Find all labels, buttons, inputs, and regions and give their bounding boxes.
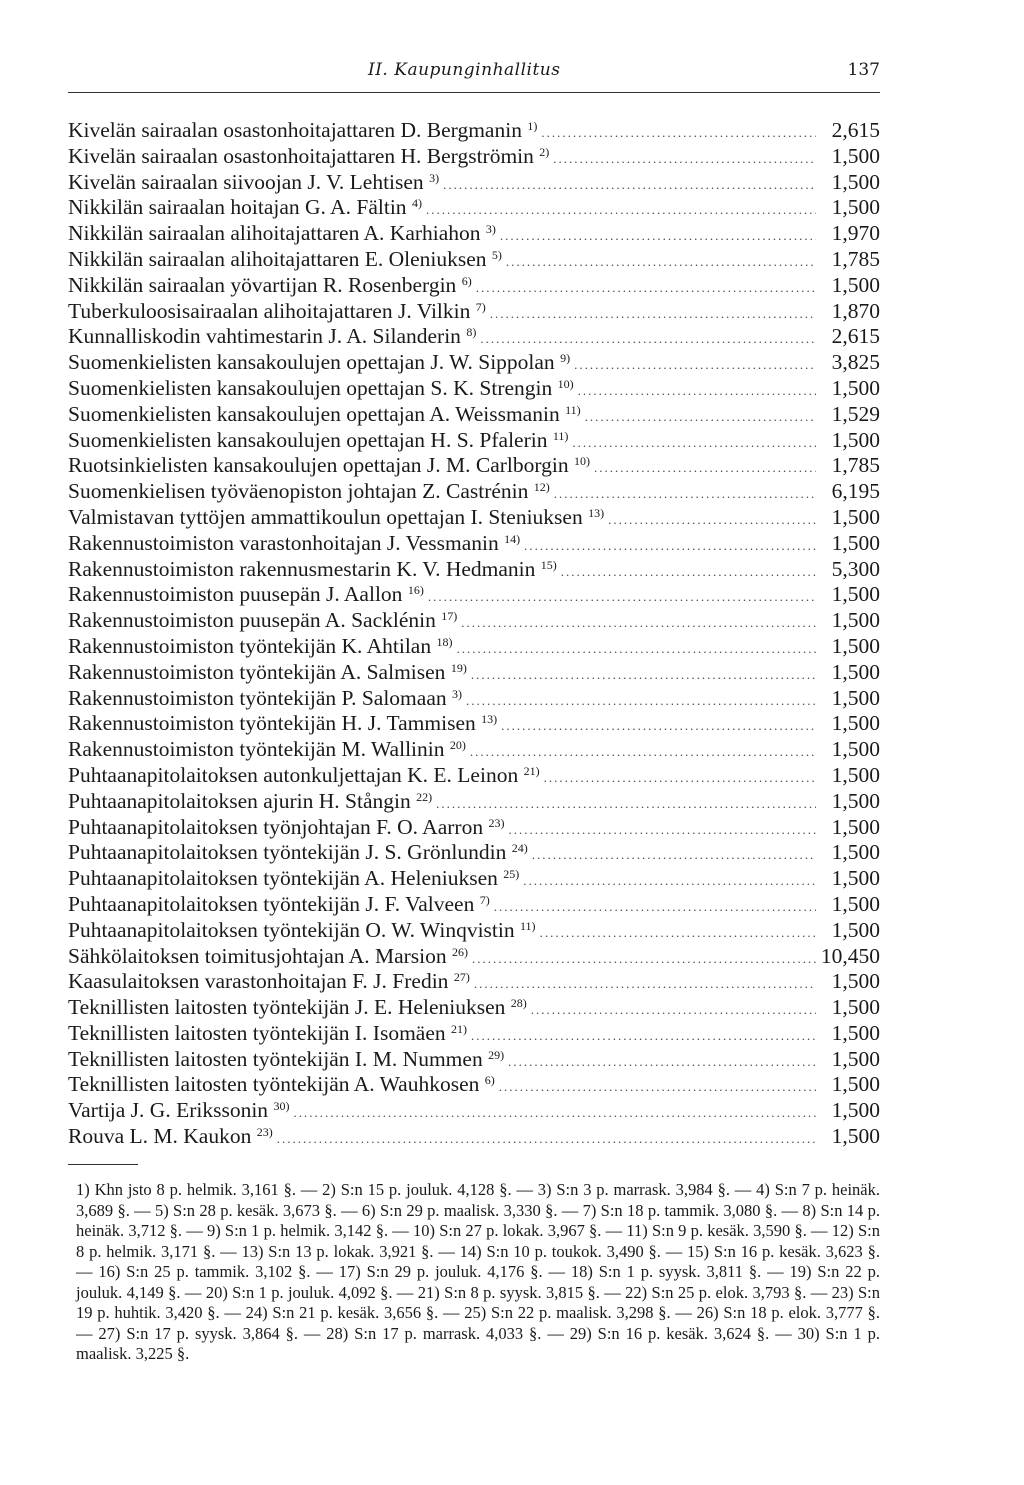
entry-name xyxy=(68,247,502,273)
list-item xyxy=(68,376,880,402)
dot-leader xyxy=(508,817,816,843)
entry-name-text: Valmistavan tyttöjen ammattikoulun opettajan I. Steniuksen xyxy=(68,504,583,529)
entry-name xyxy=(68,1124,273,1150)
list-item xyxy=(68,453,880,479)
entry-amount: 1,500 xyxy=(831,995,880,1020)
list-item xyxy=(68,737,880,763)
entry-name-text: Vartija J. G. Erikssonin xyxy=(68,1098,269,1123)
list-item xyxy=(68,660,880,686)
footnote-ref: 6) xyxy=(461,273,472,288)
dot-leader xyxy=(531,997,816,1023)
dot-leader xyxy=(532,842,816,868)
list-item xyxy=(68,686,880,712)
entry-amount: 1,500 xyxy=(831,530,880,555)
footnote-ref: 14) xyxy=(504,531,521,546)
entry-amount: 1,500 xyxy=(831,169,880,194)
entry-name-text: Tuberkuloosisairaalan alihoitajattaren J. Vilkin xyxy=(68,298,471,323)
entry-amount: 1,500 xyxy=(831,143,880,168)
entry-name xyxy=(68,479,550,505)
footnote-ref: 10) xyxy=(557,376,574,391)
entry-name xyxy=(68,221,496,247)
entry-name-text: Teknillisten laitosten työntekijän I. Isomäen xyxy=(68,1020,446,1045)
list-item xyxy=(68,118,880,144)
dot-leader xyxy=(471,662,816,688)
dot-leader xyxy=(523,868,816,894)
entry-name xyxy=(68,1098,289,1124)
dot-leader xyxy=(426,197,816,223)
footnote-ref: 9) xyxy=(560,351,571,366)
entry-name-text: Puhtaanapitolaitoksen työntekijän O. W. Winqvistin xyxy=(68,917,515,942)
footnote-ref: 3) xyxy=(452,686,462,701)
list-item xyxy=(68,995,880,1021)
entry-name-text: Rakennustoimiston rakennusmestarin K. V. Hedmanin xyxy=(68,556,536,581)
footnote-ref: 12) xyxy=(533,480,550,495)
footnote-ref: 3) xyxy=(485,222,496,237)
entry-amount: 2,615 xyxy=(831,324,880,349)
entry-name xyxy=(68,170,439,196)
entry-amount: 1,500 xyxy=(831,1046,880,1071)
list-item xyxy=(68,479,880,505)
footnote-ref: 21) xyxy=(451,1021,468,1036)
entry-amount: 1,500 xyxy=(831,272,880,297)
footnote-ref: 7) xyxy=(475,299,486,314)
entry-name-text: Suomenkielisten kansakoulujen opettajan J. W. Sippolan xyxy=(68,350,555,375)
dot-leader xyxy=(474,971,816,997)
dot-leader xyxy=(508,1049,816,1075)
running-header xyxy=(68,60,880,88)
footnote-ref: 22) xyxy=(416,789,433,804)
list-item xyxy=(68,634,880,660)
dot-leader xyxy=(585,404,816,430)
entry-amount: 2,615 xyxy=(831,118,880,142)
entry-amount: 1,500 xyxy=(831,737,880,762)
footnote-ref: 30) xyxy=(273,1099,290,1114)
dot-leader xyxy=(541,120,816,146)
entry-amount: 6,195 xyxy=(831,479,880,504)
list-item xyxy=(68,1098,880,1124)
list-item xyxy=(68,1047,880,1073)
footnote-ref: 13) xyxy=(481,712,498,727)
entry-amount: 1,500 xyxy=(831,814,880,839)
page-number: 137 xyxy=(847,60,880,80)
list-item xyxy=(68,324,880,350)
entry-name xyxy=(68,892,490,918)
dot-leader xyxy=(443,172,816,198)
entry-name-text: Suomenkielisten kansakoulujen opettajan S. K. Strengin xyxy=(68,375,553,400)
entry-name xyxy=(68,918,536,944)
dot-leader xyxy=(277,1126,816,1152)
list-item xyxy=(68,170,880,196)
list-item xyxy=(68,195,880,221)
entry-amount: 1,529 xyxy=(831,401,880,426)
dot-leader xyxy=(574,352,816,378)
entry-name-text: Nikkilän sairaalan alihoitajattaren E. Oleniuksen xyxy=(68,246,487,271)
list-item xyxy=(68,866,880,892)
entry-amount: 1,500 xyxy=(831,711,880,736)
dot-leader xyxy=(524,533,816,559)
dot-leader xyxy=(476,275,816,301)
entry-name xyxy=(68,324,476,350)
entry-name-text: Rakennustoimiston työntekijän H. J. Tammisen xyxy=(68,711,476,736)
entry-name xyxy=(68,118,537,144)
entry-name xyxy=(68,582,424,608)
entry-name xyxy=(68,634,452,660)
entry-name-text: Kivelän sairaalan osastonhoitajattaren H. Bergströmin xyxy=(68,143,534,168)
entry-name xyxy=(68,660,467,686)
footnote-ref: 5) xyxy=(491,247,502,262)
footnote-ref: 8) xyxy=(466,325,477,340)
footnote-ref: 4) xyxy=(411,196,422,211)
dot-leader xyxy=(561,559,816,585)
list-item xyxy=(68,892,880,918)
entry-amount: 1,500 xyxy=(831,969,880,994)
footnote-ref: 25) xyxy=(503,867,520,882)
entry-name-text: Kivelän sairaalan siivoojan J. V. Lehtisen xyxy=(68,169,424,194)
footnote-ref: 11) xyxy=(565,402,581,417)
entry-name xyxy=(68,273,472,299)
list-item xyxy=(68,1021,880,1047)
dot-leader xyxy=(480,326,816,352)
section-title: II. Kaupunginhallitus xyxy=(368,60,561,80)
dot-leader xyxy=(466,688,816,714)
entry-name-text: Nikkilän sairaalan hoitajan G. A. Fältin xyxy=(68,195,407,220)
entry-name-text: Sähkölaitoksen toimitusjohtajan A. Marsion xyxy=(68,943,447,968)
entry-amount: 1,870 xyxy=(831,298,880,323)
entry-name-text: Suomenkielisten kansakoulujen opettajan H. S. Pfalerin xyxy=(68,427,548,452)
entry-name-text: Puhtaanapitolaitoksen autonkuljettajan K. E. Leinon xyxy=(68,762,519,787)
entry-name xyxy=(68,866,519,892)
entry-name xyxy=(68,350,570,376)
header-rule xyxy=(68,92,880,93)
footnote-ref: 20) xyxy=(449,738,466,753)
footnote-ref: 18) xyxy=(436,634,453,649)
dot-leader xyxy=(540,920,816,946)
dot-leader xyxy=(499,1074,816,1100)
dot-leader xyxy=(501,713,816,739)
entry-amount: 5,300 xyxy=(831,556,880,581)
entry-name-text: Rakennustoimiston työntekijän P. Salomaan xyxy=(68,685,447,710)
footnote-ref: 27) xyxy=(453,970,470,985)
list-item xyxy=(68,505,880,531)
entry-amount: 1,500 xyxy=(831,659,880,684)
entry-name xyxy=(68,995,527,1021)
footnote-rule xyxy=(68,1164,138,1165)
list-item xyxy=(68,840,880,866)
entry-amount: 1,500 xyxy=(831,582,880,607)
entry-name-text: Rakennustoimiston työntekijän K. Ahtilan xyxy=(68,633,432,658)
list-item xyxy=(68,144,880,170)
dot-leader xyxy=(470,739,816,765)
dot-leader xyxy=(428,584,816,610)
list-item xyxy=(68,428,880,454)
entry-amount: 1,500 xyxy=(831,608,880,633)
dot-leader xyxy=(494,894,816,920)
entry-amount: 1,500 xyxy=(831,1124,880,1149)
entry-name xyxy=(68,531,520,557)
entry-name xyxy=(68,815,504,841)
list-item xyxy=(68,918,880,944)
entry-amount: 1,785 xyxy=(831,453,880,478)
entry-name-text: Rakennustoimiston puusepän J. Aallon xyxy=(68,582,403,607)
list-item xyxy=(68,1124,880,1150)
dot-leader xyxy=(500,223,816,249)
entry-name-text: Nikkilän sairaalan alihoitajattaren A. Karhiahon xyxy=(68,221,481,246)
list-item xyxy=(68,789,880,815)
salary-list xyxy=(68,118,880,1150)
entry-name xyxy=(68,376,574,402)
list-item xyxy=(68,299,880,325)
entry-name xyxy=(68,1021,467,1047)
entry-name-text: Suomenkielisen työväenopiston johtajan Z. Castrénin xyxy=(68,479,529,504)
footnote-ref: 26) xyxy=(452,944,468,959)
footnotes xyxy=(76,1180,880,1365)
entry-name-text: Rakennustoimiston puusepän A. Sacklénin xyxy=(68,608,436,633)
dot-leader xyxy=(594,455,816,481)
dot-leader xyxy=(553,146,816,172)
footnotes-text: 1) Khn jsto 8 p. helmik. 3,161 §. — 2) S:n 15 p. jouluk. 4,128 §. — 3) S:n 3 p. marrask. 3,984 §. — 4) S:n 7 p. heinäk. 3,689 §. — 5) S:n 28 p. kesäk. 3,673 §. — 6) S:n 29 p. maalisk. 3,330 §. — 7) S:n 18 p. tammik. 3,080 §. — 8) S:n 14 p. heinäk. 3,712 §. — 9) S:n 1 p. helmik. 3,142 §. — 10) S:n 27 p. lokak. 3,967 §. — 11) S:n 9 p. kesäk. 3,590 §. — 12) S:n 8 p. helmik. 3,171 §. — 13) S:n 13 p. lokak. 3,921 §. — 14) S:n 10 p. toukok. 3,490 §. — 15) S:n 16 p. kesäk. 3,623 §. — 16) S:n 25 p. tammik. 3,102 §. — 17) S:n 29 p. jouluk. 4,176 §. — 18) S:n 1 p. syysk. 3,811 §. — 19) S:n 22 p. jouluk. 4,149 §. — 20) S:n 1 p. jouluk. 4,092 §. — 21) S:n 8 p. syysk. 3,815 §. — 22) S:n 25 p. elok. 3,793 §. — 23) S:n 19 p. huhtik. 3,420 §. — 24) S:n 21 p. kesäk. 3,656 §. — 25) S:n 22 p. maalisk. 3,298 §. — 26) S:n 18 p. elok. 3,777 §. — 27) S:n 17 p. syysk. 3,864 §. — 28) S:n 17 p. marrask. 4,033 §. — 29) S:n 16 p. kesäk. 3,624 §. — 30) S:n 1 p. maalisk. 3,225 §. xyxy=(76,1180,880,1363)
entry-name-text: Teknillisten laitosten työntekijän I. M. Nummen xyxy=(68,1046,483,1071)
dot-leader xyxy=(461,610,816,636)
entry-name xyxy=(68,402,581,428)
list-item xyxy=(68,944,880,970)
entry-amount: 1,500 xyxy=(831,762,880,787)
footnote-ref: 24) xyxy=(511,841,528,856)
entry-name-text: Kunnalliskodin vahtimestarin J. A. Silanderin xyxy=(68,324,461,349)
footnote-ref: 28) xyxy=(510,996,527,1011)
footnote-ref: 13) xyxy=(588,505,605,520)
entry-amount: 1,500 xyxy=(831,1098,880,1123)
entry-name xyxy=(68,969,470,995)
entry-name xyxy=(68,711,497,737)
list-item xyxy=(68,711,880,737)
dot-leader xyxy=(554,481,816,507)
list-item xyxy=(68,247,880,273)
entry-name-text: Kivelän sairaalan osastonhoitajattaren D. Bergmanin xyxy=(68,118,522,142)
dot-leader xyxy=(544,765,816,791)
entry-name xyxy=(68,789,432,815)
dot-leader xyxy=(506,249,816,275)
list-item xyxy=(68,763,880,789)
entry-name xyxy=(68,557,557,583)
list-item xyxy=(68,815,880,841)
entry-name-text: Teknillisten laitosten työntekijän J. E. Heleniuksen xyxy=(68,995,506,1020)
dot-leader xyxy=(456,636,816,662)
entry-amount: 1,500 xyxy=(831,788,880,813)
footnote-ref: 11) xyxy=(520,918,536,933)
entry-name-text: Puhtaanapitolaitoksen työntekijän A. Heleniuksen xyxy=(68,866,498,891)
entry-name xyxy=(68,944,468,970)
list-item xyxy=(68,969,880,995)
dot-leader xyxy=(490,301,816,327)
entry-name xyxy=(68,299,486,325)
entry-amount: 1,500 xyxy=(831,840,880,865)
entry-name-text: Puhtaanapitolaitoksen työntekijän J. F. Valveen xyxy=(68,891,475,916)
dot-leader xyxy=(608,507,816,533)
entry-amount: 1,500 xyxy=(831,685,880,710)
entry-name-text: Rakennustoimiston työntekijän A. Salmisen xyxy=(68,659,446,684)
list-item xyxy=(68,608,880,634)
entry-amount: 1,500 xyxy=(831,917,880,942)
entry-name xyxy=(68,1072,495,1098)
list-item xyxy=(68,1072,880,1098)
list-item xyxy=(68,402,880,428)
dot-leader xyxy=(578,378,816,404)
entry-name-text: Teknillisten laitosten työntekijän A. Wauhkosen xyxy=(68,1072,480,1097)
entry-name-text: Suomenkielisten kansakoulujen opettajan A. Weissmanin xyxy=(68,401,560,426)
footnote-ref: 23) xyxy=(256,1125,273,1140)
entry-name-text: Puhtaanapitolaitoksen ajurin H. Stångin xyxy=(68,788,411,813)
footnote-ref: 21) xyxy=(523,763,540,778)
entry-name xyxy=(68,428,568,454)
entry-name-text: Puhtaanapitolaitoksen työntekijän J. S. Grönlundin xyxy=(68,840,507,865)
entry-name-text: Puhtaanapitolaitoksen työnjohtajan F. O. Aarron xyxy=(68,814,484,839)
footnote-ref: 6) xyxy=(484,1073,495,1088)
list-item xyxy=(68,350,880,376)
entry-amount: 1,970 xyxy=(831,221,880,246)
list-item xyxy=(68,582,880,608)
entry-name xyxy=(68,840,528,866)
list-item xyxy=(68,273,880,299)
entry-name xyxy=(68,1047,504,1073)
entry-name xyxy=(68,737,466,763)
list-item xyxy=(68,221,880,247)
dot-leader xyxy=(471,1023,816,1049)
entry-amount: 1,500 xyxy=(831,375,880,400)
entry-amount: 1,500 xyxy=(831,633,880,658)
entry-name xyxy=(68,453,590,479)
footnote-ref: 15) xyxy=(540,557,557,572)
entry-amount: 1,500 xyxy=(831,891,880,916)
footnote-ref: 10) xyxy=(574,454,590,469)
entry-amount: 3,825 xyxy=(831,350,880,375)
footnote-ref: 23) xyxy=(488,815,505,830)
dot-leader xyxy=(293,1100,816,1126)
dot-leader xyxy=(472,946,816,972)
footnote-ref: 17) xyxy=(441,609,458,624)
footnote-ref: 3) xyxy=(429,170,440,185)
entry-amount: 1,785 xyxy=(831,246,880,271)
entry-name xyxy=(68,505,604,531)
entry-amount: 1,500 xyxy=(831,1020,880,1045)
list-item xyxy=(68,557,880,583)
entry-name xyxy=(68,686,462,712)
footnote-ref: 19) xyxy=(450,660,467,675)
list-item xyxy=(68,531,880,557)
footnote-ref: 2) xyxy=(539,144,550,159)
entry-name xyxy=(68,195,422,221)
entry-name xyxy=(68,608,457,634)
footnote-ref: 29) xyxy=(488,1047,505,1062)
footnote-ref: 11) xyxy=(552,428,569,443)
footnote-ref: 1) xyxy=(527,119,538,133)
entry-name-text: Nikkilän sairaalan yövartijan R. Rosenbergin xyxy=(68,272,457,297)
entry-name xyxy=(68,763,540,789)
entry-amount: 1,500 xyxy=(831,1072,880,1097)
footnote-ref: 16) xyxy=(407,583,424,598)
entry-amount: 1,500 xyxy=(831,866,880,891)
entry-amount: 10,450 xyxy=(820,943,880,968)
entry-name-text: Kaasulaitoksen varastonhoitajan F. J. Fredin xyxy=(68,969,449,994)
dot-leader xyxy=(572,430,816,456)
entry-name xyxy=(68,144,549,170)
dot-leader xyxy=(436,791,816,817)
footnote-ref: 7) xyxy=(479,892,490,907)
entry-amount: 1,500 xyxy=(831,504,880,529)
entry-name-text: Rakennustoimiston työntekijän M. Wallinin xyxy=(68,737,445,762)
entry-name-text: Rakennustoimiston varastonhoitajan J. Vessmanin xyxy=(68,530,499,555)
entry-amount: 1,500 xyxy=(831,195,880,220)
entry-name-text: Rouva L. M. Kaukon xyxy=(68,1124,252,1149)
entry-name-text: Ruotsinkielisten kansakoulujen opettajan J. M. Carlborgin xyxy=(68,453,569,478)
entry-amount: 1,500 xyxy=(831,427,880,452)
